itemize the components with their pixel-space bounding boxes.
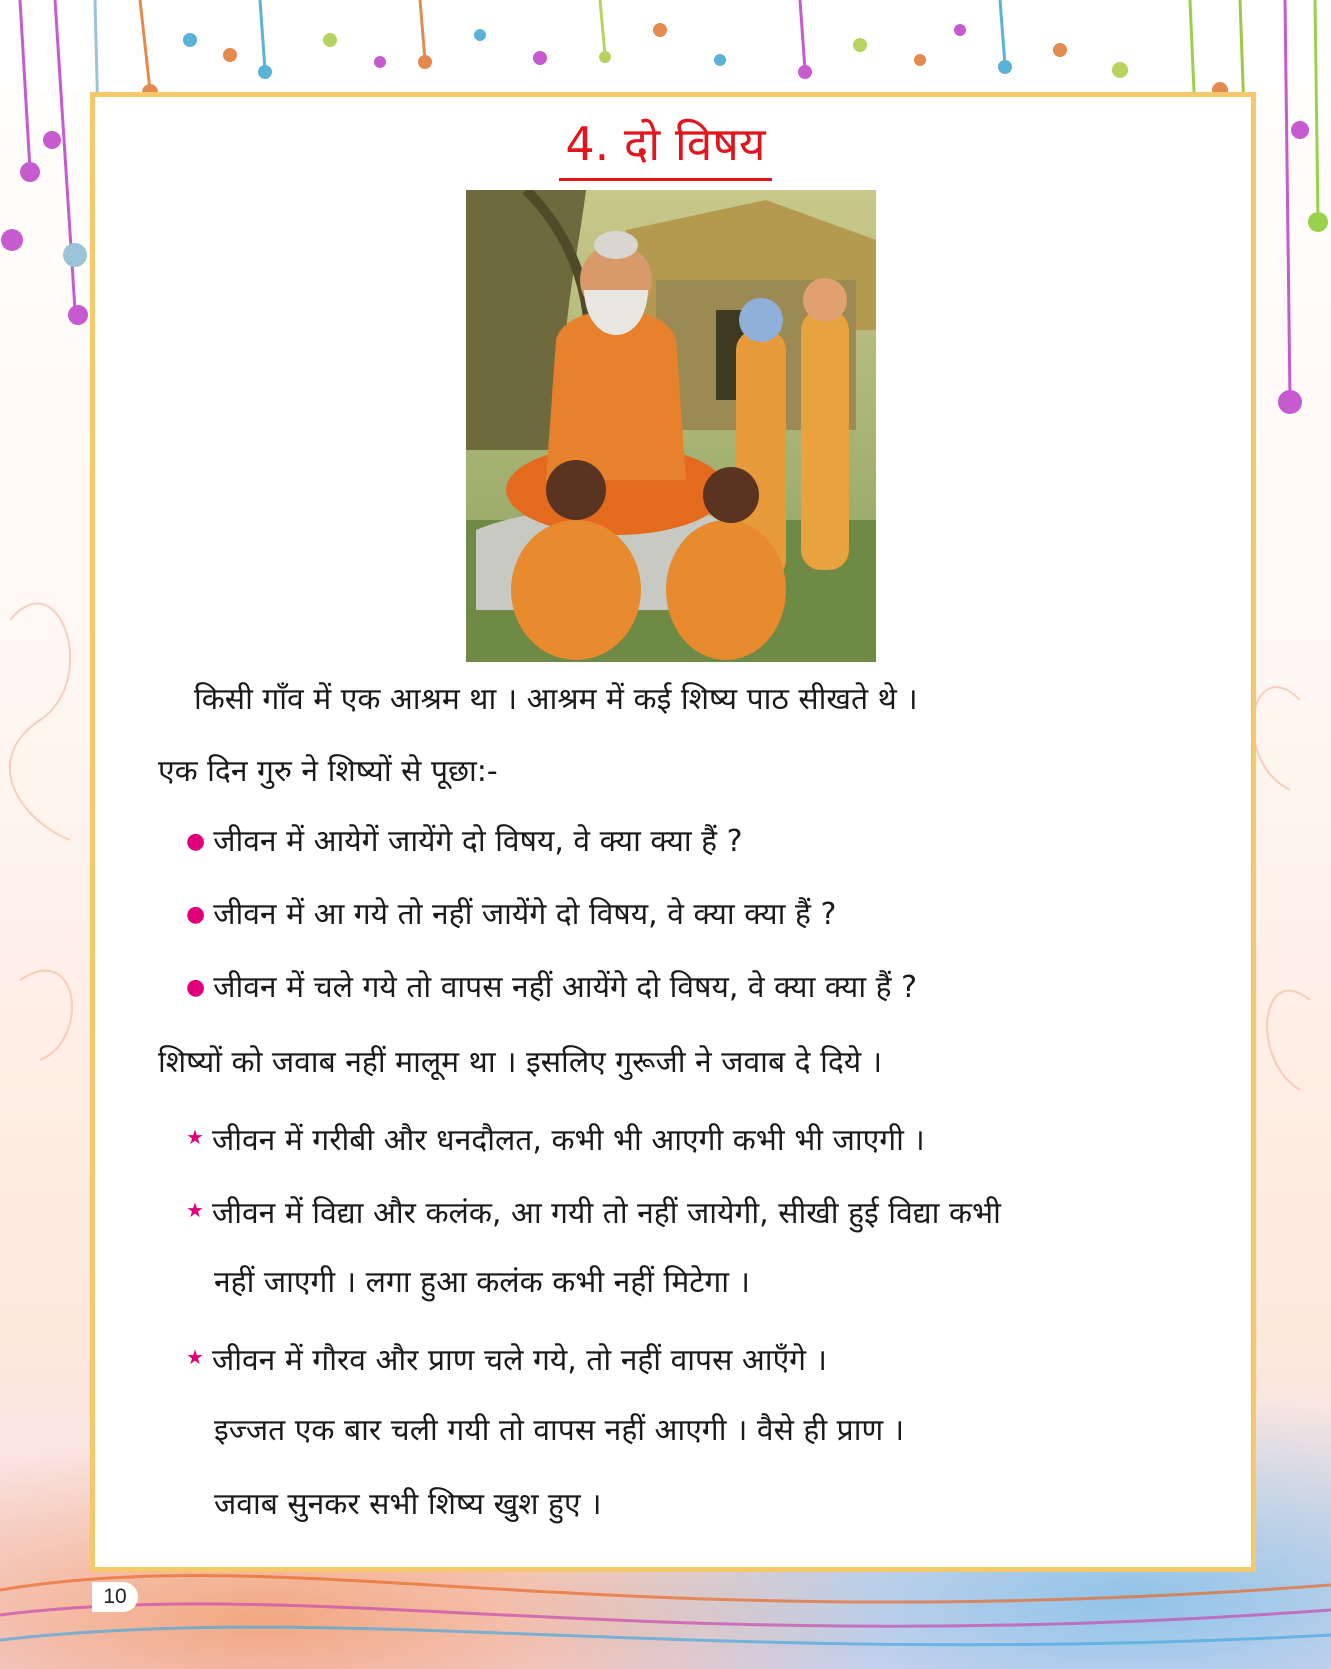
page-number: 10 bbox=[92, 1582, 138, 1612]
star-icon: ★ bbox=[186, 1345, 204, 1369]
question-item bbox=[186, 968, 917, 1008]
page-title bbox=[0, 112, 1331, 181]
answer-item bbox=[186, 1190, 1001, 1234]
question-item bbox=[186, 895, 836, 935]
guru-teaching-disciples-illustration bbox=[466, 190, 876, 662]
closing-line: जवाब सुनकर सभी शिष्य खुश हुए । bbox=[214, 1487, 602, 1522]
answer-intro: शिष्यों को जवाब नहीं मालूम था । इसलिए गुरूजी ने जवाब दे दिये । bbox=[158, 1045, 883, 1080]
title-text: 4. दो विषय bbox=[559, 112, 771, 181]
question-text: जीवन में आयेगें जायेंगे दो विषय, वे क्या क्या हैं ? bbox=[213, 824, 743, 859]
question-text: जीवन में आ गये तो नहीं जायेंगे दो विषय, वे क्या क्या हैं ? bbox=[213, 897, 837, 932]
answer-item bbox=[186, 1337, 827, 1381]
bullet-dot-icon: ● bbox=[186, 975, 206, 1000]
answer-item bbox=[186, 1117, 925, 1161]
bullet-dot-icon: ● bbox=[186, 902, 206, 927]
star-icon: ★ bbox=[186, 1125, 204, 1149]
intro-line: किसी गाँव में एक आश्रम था । आश्रम में कई शिष्य पाठ सीखते थे । bbox=[194, 682, 918, 717]
question-intro: एक दिन गुरु ने शिष्यों से पूछा:- bbox=[158, 754, 498, 789]
bullet-dot-icon: ● bbox=[186, 829, 206, 854]
answer-text: जीवन में विद्या और कलंक, आ गयी तो नहीं जायेगी, सीखी हुई विद्या कभी bbox=[211, 1196, 1001, 1231]
star-icon: ★ bbox=[186, 1198, 204, 1222]
answer-text: जीवन में गरीबी और धनदौलत, कभी भी आएगी कभी भी जाएगी । bbox=[211, 1123, 925, 1158]
answer-text: जीवन में गौरव और प्राण चले गये, तो नहीं वापस आएँगे । bbox=[211, 1343, 827, 1378]
answer-continuation: इज्जत एक बार चली गयी तो वापस नहीं आएगी । वैसे ही प्राण । bbox=[214, 1413, 905, 1448]
question-text: जीवन में चले गये तो वापस नहीं आयेंगे दो विषय, वे क्या क्या हैं ? bbox=[213, 970, 918, 1005]
question-item bbox=[186, 822, 743, 862]
answer-continuation: नहीं जाएगी । लगा हुआ कलंक कभी नहीं मिटेगा । bbox=[214, 1265, 750, 1300]
